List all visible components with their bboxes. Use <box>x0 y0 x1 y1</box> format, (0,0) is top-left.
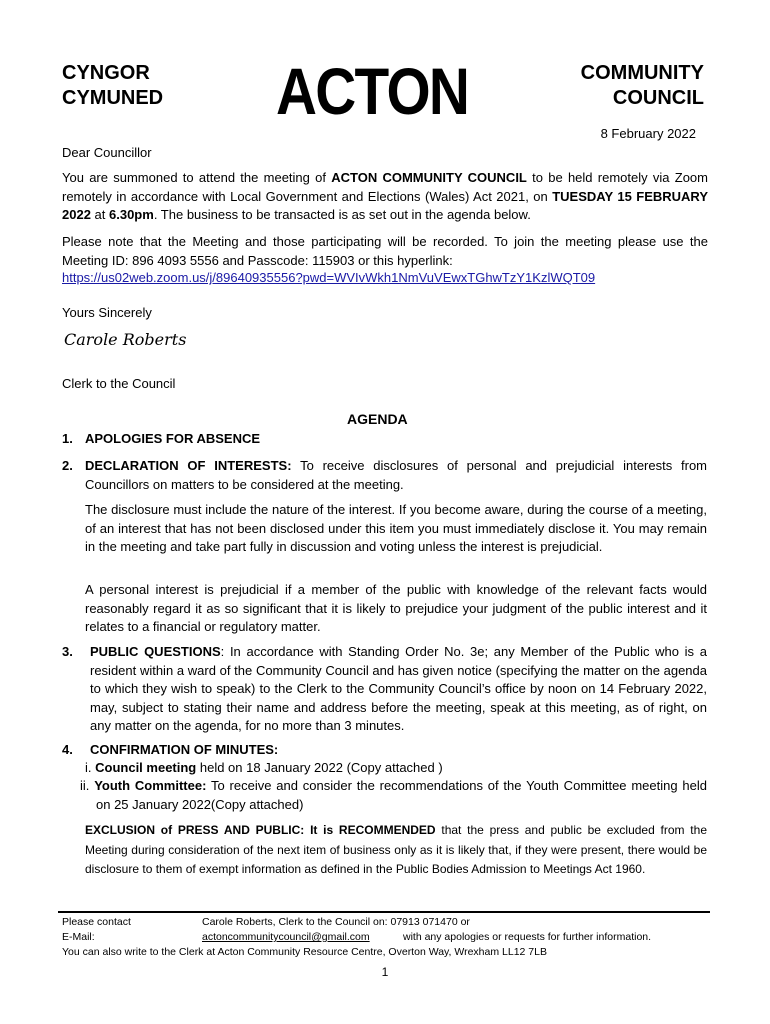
council-name: ACTON COMMUNITY COUNCIL <box>331 170 527 185</box>
exclusion-text: that the press and public be excluded from the Meeting during consideration of the next item of business only as it is likely that, if they were present, there would be disclosure to them of exempt information as defined in the Public Bodies Admission to Meetings Act 1960. <box>85 823 707 876</box>
sub-item-heading: Council meeting <box>95 760 197 775</box>
agenda-item-text: : In accordance with Standing Order No. 3e; any Member of the Public who is a resident within a ward of the Community Council and has given notice (specifying the matter on the agenda to which they wish to speak) to the Clerk to the Community Council’s office by noon on 14 February 2022, may, subject to stating their name and address before the meeting, speak at this meeting, as of right, on any matter on the agenda, for no more than 3 minutes. <box>90 644 707 733</box>
recording-paragraph <box>62 233 708 270</box>
agenda-item-number: 2. <box>62 458 73 473</box>
minutes-sub-item <box>85 759 707 778</box>
header-right <box>500 61 704 111</box>
minutes-sub-item <box>80 777 707 814</box>
agenda-item-heading: PUBLIC QUESTIONS <box>90 644 221 659</box>
signature: Carole Roberts <box>64 330 187 349</box>
footer-contact-label: Please contact <box>62 916 131 928</box>
disclosure-paragraph: The disclosure must include the nature of the interest. If you become aware, during the course of a meeting, of an interest that has not been disclosed under this item you must immediately disclose it. You may remain in the meeting and take part fully in discussion and voting unless the interest is prejudicial. <box>85 502 707 554</box>
sub-item-text: held on 18 January 2022 (Copy attached ) <box>196 760 443 775</box>
sub-item-label: ii. <box>80 778 95 793</box>
summons-text: You are summoned to attend the meeting of <box>62 170 332 185</box>
agenda-item-heading: DECLARATION OF INTERESTS: <box>85 458 292 473</box>
agenda-item-heading: CONFIRMATION OF MINUTES: <box>90 742 279 757</box>
header-left-line2: CYMUNED <box>62 87 164 109</box>
page-number: 1 <box>381 965 389 979</box>
letter-date: 8 February 2022 <box>600 126 696 141</box>
sub-item-label: i. <box>85 760 96 775</box>
sub-item-text: To receive and consider the recommendations of the Youth Committee meeting held on 25 January 2022(Copy attached) <box>96 778 708 812</box>
zoom-link[interactable]: https://us02web.zoom.us/j/89640935556?pwd=WVIvWkh1NmVuVEwxTGhwTzY1KzlWQT09 <box>62 270 596 285</box>
header-title: ACTON <box>276 54 469 128</box>
footer-email-label: E-Mail: <box>62 931 95 943</box>
summons-text: . The business to be transacted is as set out in the agenda below. <box>153 207 531 222</box>
exclusion-paragraph <box>85 821 707 880</box>
summons-text: at <box>90 207 109 222</box>
meeting-time: 6.30pm <box>109 207 154 222</box>
closing: Yours Sincerely <box>62 305 152 320</box>
agenda-title: AGENDA <box>347 411 408 427</box>
exclusion-heading: EXCLUSION of PRESS AND PUBLIC: It is RECOMMENDED <box>85 823 436 837</box>
sub-item-heading: Youth Committee: <box>94 778 207 793</box>
footer-address: You can also write to the Clerk at Acton Community Resource Centre, Overton Way, Wrexham LL12 7LB <box>62 946 547 958</box>
agenda-item-heading: APOLOGIES FOR ABSENCE <box>85 431 261 446</box>
footer-email-suffix: with any apologies or requests for further information. <box>403 931 652 943</box>
footer-contact-text: Carole Roberts, Clerk to the Council on: 07913 071470 or <box>202 916 470 928</box>
agenda-item-number: 4. <box>62 742 73 757</box>
agenda-item-declarations <box>85 457 707 494</box>
footer-email-link[interactable]: actoncommunitycouncil@gmail.com <box>202 931 370 943</box>
header-left <box>62 61 163 111</box>
header-right-line2: COUNCIL <box>612 87 704 109</box>
summons-text: to be held remotely via Zoom remotely in accordance with Local Government and Elections (Wales) Act 2021, on <box>62 170 708 204</box>
prejudicial-paragraph: A personal interest is prejudicial if a member of the public with knowledge of the relevant facts would reasonably regard it as so significant that it is likely to prejudice your judgment of the public interest and it relates to a financial or regulatory matter. <box>85 582 707 634</box>
signoff: Clerk to the Council <box>62 376 176 391</box>
agenda-item-number: 1. <box>62 431 73 446</box>
agenda-item-public-questions <box>90 643 707 736</box>
footer-divider <box>58 911 710 913</box>
header-left-line1: CYNGOR <box>62 62 150 84</box>
meeting-date: TUESDAY 15 FEBRUARY 2022 <box>62 188 708 222</box>
salutation: Dear Councillor <box>62 145 152 160</box>
agenda-item-text: To receive disclosures of personal and prejudicial interests from Councillors on matters to be considered at the meeting. <box>85 458 707 492</box>
recording-text: Please note that the Meeting and those participating will be recorded. To join the meeting please use the Meeting ID: 896 4093 5556 and Passcode: 115903 or this hyperlink: <box>62 234 708 268</box>
header-right-line1: COMMUNITY <box>580 62 704 84</box>
summons-paragraph <box>62 169 708 225</box>
agenda-item-number: 3. <box>62 644 73 659</box>
